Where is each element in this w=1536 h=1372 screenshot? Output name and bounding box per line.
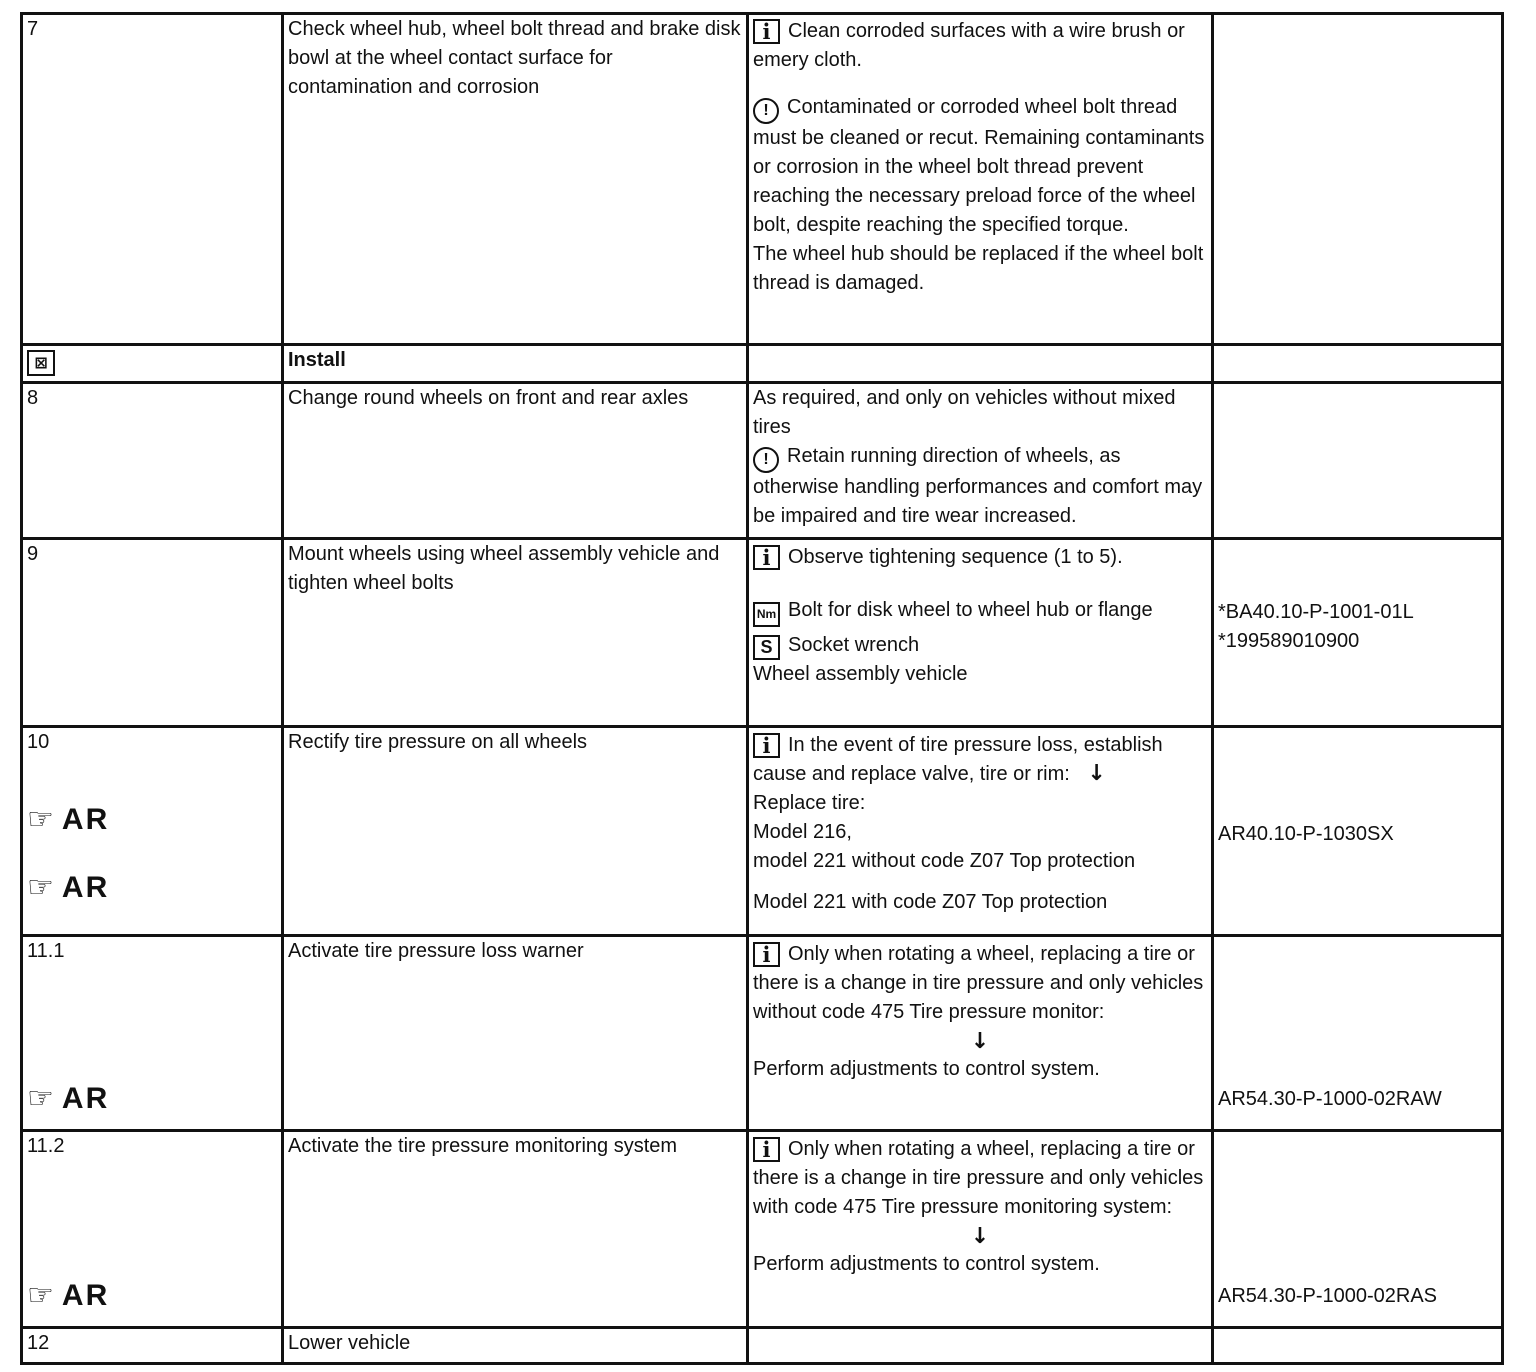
note-text: Bolt for disk wheel to wheel hub or flange [788,599,1153,621]
step-action: Activate tire pressure loss warner [283,936,748,1131]
step-action: Activate the tire pressure monitoring system [283,1131,748,1328]
reference-cell [1213,14,1503,345]
down-arrow-icon: ↓ [970,1029,990,1054]
socket-wrench-icon: S [753,635,780,660]
ar-reference-marker: ☞ AR [27,1278,110,1313]
pointing-hand-icon: ☞ [27,802,56,837]
step-notes [748,14,1213,345]
note-text: Contaminated or corroded wheel bolt thread must be cleaned or recut. Remaining contaminants or corrosion in the wheel bolt thread prevent reaching the necessary preload force of the wheel bolt, despite reaching the specified torque. [753,96,1205,236]
pointing-hand-icon: ☞ [27,1278,56,1313]
step-number: 12 [22,1328,283,1364]
note-text: As required, and only on vehicles without mixed tires [753,387,1176,438]
step-notes [748,1328,1213,1364]
reference-cell [1213,539,1503,727]
note-text: Wheel assembly vehicle [753,663,968,685]
table-row [22,1131,1503,1328]
note-text: Observe tightening sequence (1 to 5). [788,546,1123,568]
step-number-cell [22,936,283,1131]
step-notes [748,1131,1213,1328]
step-number: 7 [22,14,283,345]
step-action: Rectify tire pressure on all wheels [283,727,748,936]
note-text: Replace tire: [753,792,866,814]
step-number: 10 [27,731,50,753]
table-row [22,539,1503,727]
reference-text: AR40.10-P-1030SX [1218,823,1394,845]
step-notes [748,383,1213,539]
reference-cell [1213,383,1503,539]
info-icon: i [753,19,780,44]
warning-icon: ! [753,447,779,473]
step-number: 11.2 [27,1135,65,1157]
note-text: The wheel hub should be replaced if the wheel bolt thread is damaged. [753,243,1204,294]
note-text: Retain running direction of wheels, as otherwise handling performances and comfort may be impaired and tire wear increased. [753,445,1203,527]
step-number-cell [22,1131,283,1328]
step-notes [748,727,1213,936]
table-row [22,936,1503,1131]
reference-cell [1213,727,1503,936]
down-arrow-icon: ↓ [970,1224,990,1249]
note-text: Perform adjustments to control system. [753,1253,1100,1275]
ar-reference-marker: ☞ AR [27,870,110,905]
table-row [22,1328,1503,1364]
reference-text: AR54.30-P-1000-02RAW [1218,1088,1442,1110]
procedure-table [20,12,1504,1365]
note-text: Only when rotating a wheel, replacing a tire or there is a change in tire pressure and only vehicles with code 475 Tire pressure monitoring system: [753,1138,1204,1218]
step-action: Mount wheels using wheel assembly vehicle and tighten wheel bolts [283,539,748,727]
reference-cell [1213,1131,1503,1328]
note-text: Model 216, [753,821,852,843]
note-text: Clean corroded surfaces with a wire brush or emery cloth. [753,20,1185,71]
step-number-cell [22,727,283,936]
step-notes [748,936,1213,1131]
table-row [22,14,1503,345]
ar-reference-marker: ☞ AR [27,802,110,837]
step-number: 8 [22,383,283,539]
step-notes [748,539,1213,727]
reference-text: *199589010900 [1218,630,1360,652]
warning-icon: ! [753,98,779,124]
down-arrow-icon: ↓ [1087,761,1106,786]
reference-text: AR54.30-P-1000-02RAS [1218,1285,1438,1307]
step-action: Lower vehicle [283,1328,748,1364]
reference-cell [1213,1328,1503,1364]
install-icon: ⊠ [27,350,55,376]
pointing-hand-icon: ☞ [27,1081,56,1116]
info-icon: i [753,545,780,570]
note-text: model 221 without code Z07 Top protection [753,850,1136,872]
step-action: Check wheel hub, wheel bolt thread and brake disk bowl at the wheel contact surface for contamination and corrosion [283,14,748,345]
step-action: Change round wheels on front and rear axles [283,383,748,539]
reference-cell [1213,345,1503,383]
torque-nm-icon: Nm [753,602,780,627]
ar-reference-marker: ☞ AR [27,1081,110,1116]
table-row [22,383,1503,539]
note-text: Model 221 with code Z07 Top protection [753,891,1108,913]
step-number: 11.1 [27,940,65,962]
note-text: In the event of tire pressure loss, establish cause and replace valve, tire or rim: [753,734,1163,785]
note-text: Only when rotating a wheel, replacing a tire or there is a change in tire pressure and only vehicles without code 475 Tire pressure monitor: [753,943,1204,1023]
step-notes [748,345,1213,383]
info-icon: i [753,1137,780,1162]
install-icon-cell [22,345,283,383]
info-icon: i [753,942,780,967]
table-row [22,345,1503,383]
section-heading: Install [283,345,748,383]
reference-cell [1213,936,1503,1131]
reference-text: *BA40.10-P-1001-01L [1218,601,1414,623]
info-icon: i [753,733,780,758]
table-row [22,727,1503,936]
step-number: 9 [22,539,283,727]
note-text: Socket wrench [788,634,920,656]
pointing-hand-icon: ☞ [27,870,56,905]
note-text: Perform adjustments to control system. [753,1058,1100,1080]
